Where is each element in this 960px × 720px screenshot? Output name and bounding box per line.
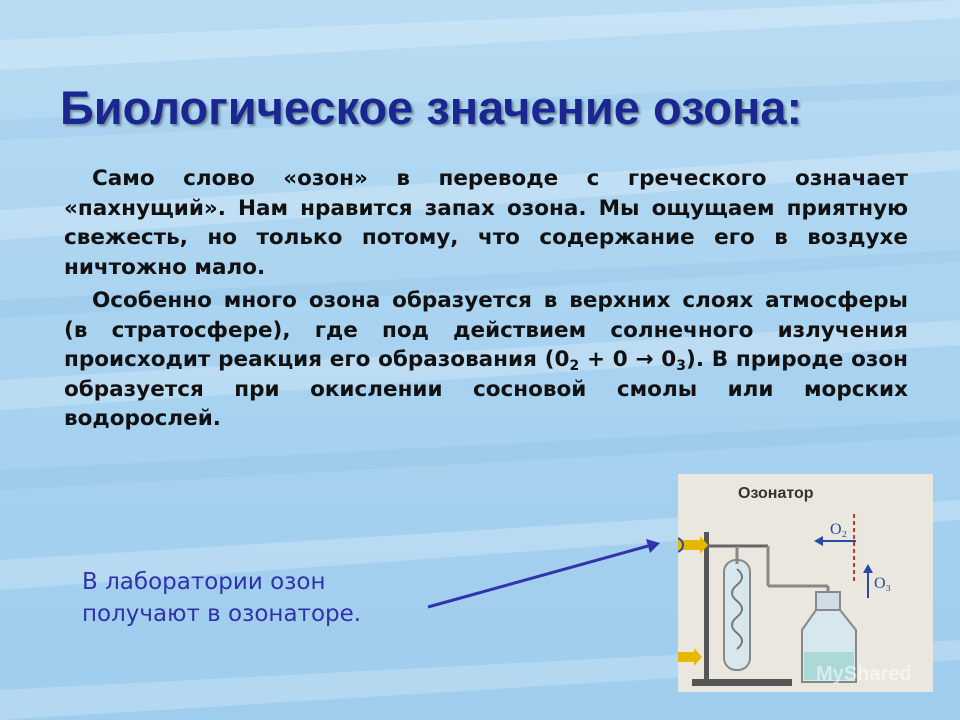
formula-middle: + 0 → 0 <box>579 347 677 372</box>
ozonator-image <box>678 474 933 692</box>
slide-body <box>64 164 908 438</box>
ozonator-title: Озонатор <box>738 485 814 502</box>
paragraph-1: Само слово «озон» в переводе с греческого означает «пахнущий». Нам нравится запах озона. Мы ощущаем приятную свежесть, но только потому, что содержание его в воздухе ничтожно мало. <box>64 166 908 280</box>
paragraph-2-end: ). В природе озон образуется при окислении сосновой смолы или морских водорослей. <box>64 347 908 431</box>
watermark: MyShared <box>816 663 912 685</box>
formula-subscript-2: 2 <box>569 358 580 374</box>
o2-label: O₂ <box>830 521 848 538</box>
paragraph-2 <box>64 286 908 434</box>
lab-caption: В лаборатории озон получают в озонаторе. <box>82 569 362 627</box>
paragraph-2-start: Особенно много озона образуется в верхних слоях атмосферы (в стратосфере), где под действием солнечного излучения происходит реакция его образования (0 <box>64 288 908 372</box>
formula-subscript-3: 3 <box>676 358 686 374</box>
ozonator-illustration <box>678 474 933 692</box>
slide-title: Биологическое значение озона: <box>60 81 803 134</box>
o3-label: O₃ <box>874 575 892 592</box>
